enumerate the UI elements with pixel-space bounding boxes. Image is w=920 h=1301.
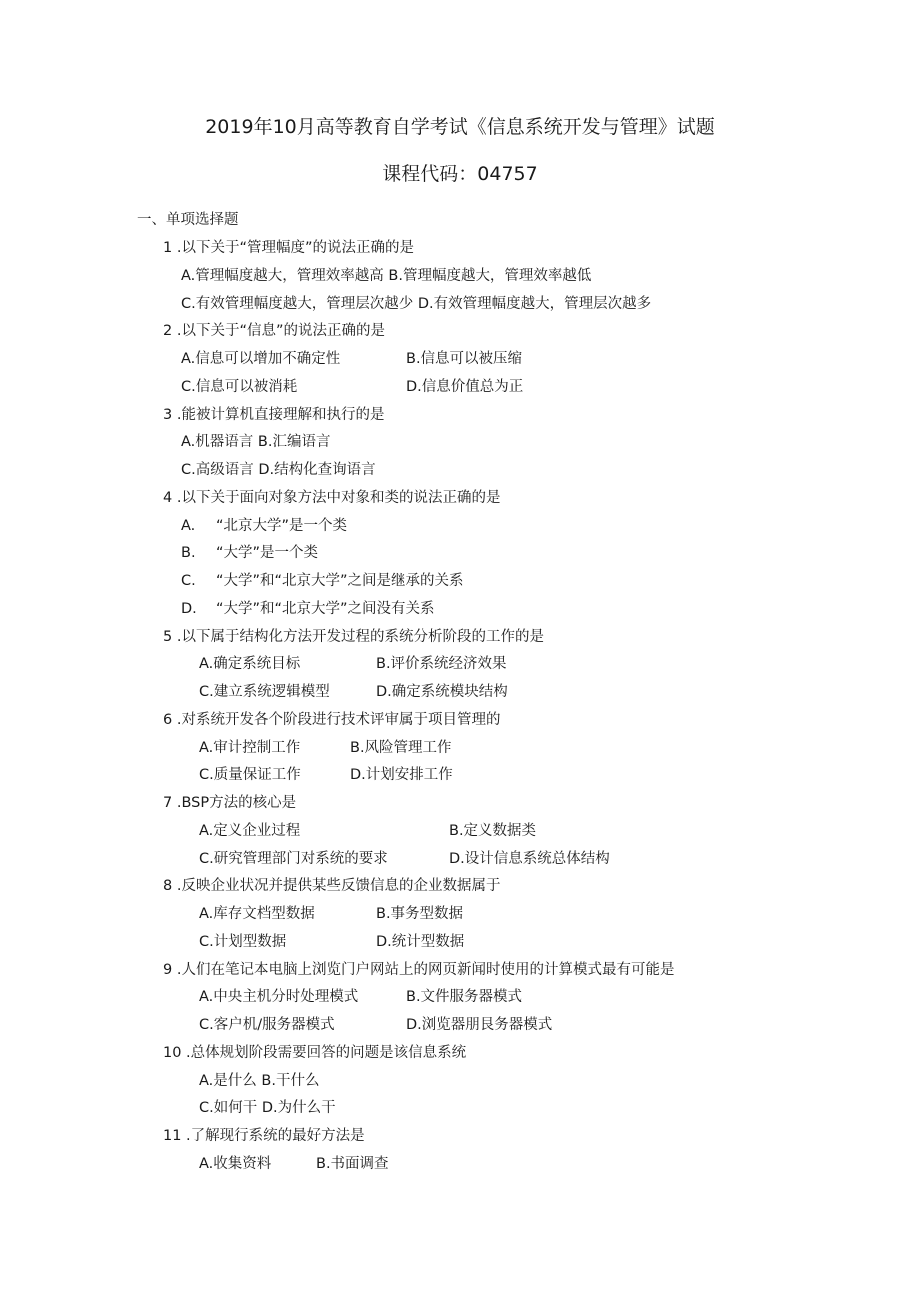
question-4-option-a: “北京大学”是一个类 — [216, 518, 348, 534]
question-3-options-line-2: C.高级语言 D.结构化查询语言 — [181, 462, 376, 478]
question-8-option-a: A.库存文档型数据 — [199, 906, 315, 922]
question-6-option-d: D.计划安排工作 — [350, 767, 453, 783]
question-7-option-c: C.研究管理部门对系统的要求 — [199, 851, 388, 867]
question-7-stem: 7 .BSP方法的核心是 — [163, 795, 297, 811]
question-2-stem: 2 .以下关于“信息”的说法正确的是 — [163, 323, 385, 339]
question-6-option-b: B.风险管理工作 — [350, 740, 452, 756]
question-5-option-b: B.评价系统经济效果 — [376, 656, 507, 672]
question-5-option-d: D.确定系统模块结构 — [376, 684, 508, 700]
question-2-option-b: B.信息可以被压缩 — [406, 351, 523, 367]
question-9-stem: 9 .人们在笔记本电脑上浏览门户网站上的网页新闻时使用的计算模式最有可能是 — [163, 962, 675, 978]
question-9-option-a: A.中央主机分时处理模式 — [199, 989, 359, 1005]
question-1-stem: 1 .以下关于“管理幅度”的说法正确的是 — [163, 240, 414, 256]
question-1-options-line-1: A.管理幅度越大，管理效率越高 B.管理幅度越大，管理效率越低 — [181, 268, 592, 284]
question-2-option-c: C.信息可以被消耗 — [181, 379, 298, 395]
question-8-stem: 8 .反映企业状况并提供某些反馈信息的企业数据属于 — [163, 878, 501, 894]
question-1-options-line-2: C.有效管理幅度越大，管理层次越少 D.有效管理幅度越大，管理层次越多 — [181, 296, 652, 312]
question-3-options-line-1: A.机器语言 B.汇编语言 — [181, 434, 331, 450]
question-5-option-a: A.确定系统目标 — [199, 656, 301, 672]
question-11-option-a: A.收集资料 — [199, 1156, 272, 1172]
question-11-option-b: B.书面调查 — [316, 1156, 389, 1172]
question-4-label-c: C. — [181, 573, 196, 589]
question-5-stem: 5 .以下属于结构化方法开发过程的系统分析阶段的工作的是 — [163, 629, 544, 645]
question-5-option-c: C.建立系统逻辑模型 — [199, 684, 330, 700]
question-10-stem: 10 .总体规划阶段需要回答的问题是该信息系统 — [163, 1045, 467, 1061]
question-9-option-c: C.客户机/服务器模式 — [199, 1017, 335, 1033]
course-code: 课程代码：04757 — [382, 163, 538, 185]
question-4-option-d: “大学”和“北京大学”之间没有关系 — [216, 601, 435, 617]
question-9-option-b: B.文件服务器模式 — [406, 989, 523, 1005]
section-heading: 一、单项选择题 — [137, 212, 239, 228]
question-10-options-line-2: C.如何干 D.为什么干 — [199, 1100, 336, 1116]
question-7-option-d: D.设计信息系统总体结构 — [449, 851, 610, 867]
question-4-stem: 4 .以下关于面向对象方法中对象和类的说法正确的是 — [163, 490, 501, 506]
question-8-option-d: D.统计型数据 — [376, 934, 465, 950]
question-3-stem: 3 .能被计算机直接理解和执行的是 — [163, 407, 385, 423]
question-8-option-c: C.计划型数据 — [199, 934, 287, 950]
question-4-label-d: D. — [181, 601, 197, 617]
question-6-option-a: A.审计控制工作 — [199, 740, 301, 756]
question-11-stem: 11 .了解现行系统的最好方法是 — [163, 1128, 365, 1144]
exam-title: 2019年10月高等教育自学考试《信息系统开发与管理》试题 — [205, 116, 715, 138]
question-7-option-a: A.定义企业过程 — [199, 823, 301, 839]
question-4-option-b: “大学”是一个类 — [216, 545, 319, 561]
question-9-option-d: D.浏览器朋艮务器模式 — [406, 1017, 553, 1033]
question-2-option-a: A.信息可以增加不确定性 — [181, 351, 341, 367]
question-4-label-a: A. — [181, 518, 196, 534]
question-4-label-b: B. — [181, 545, 196, 561]
question-8-option-b: B.事务型数据 — [376, 906, 464, 922]
question-6-option-c: C.质量保证工作 — [199, 767, 301, 783]
question-6-stem: 6 .对系统开发各个阶段进行技术评审属于项目管理的 — [163, 712, 501, 728]
question-10-options-line-1: A.是什么 B.干什么 — [199, 1073, 320, 1089]
question-2-option-d: D.信息价值总为正 — [406, 379, 524, 395]
question-4-option-c: “大学”和“北京大学”之间是继承的关系 — [216, 573, 464, 589]
question-7-option-b: B.定义数据类 — [449, 823, 537, 839]
